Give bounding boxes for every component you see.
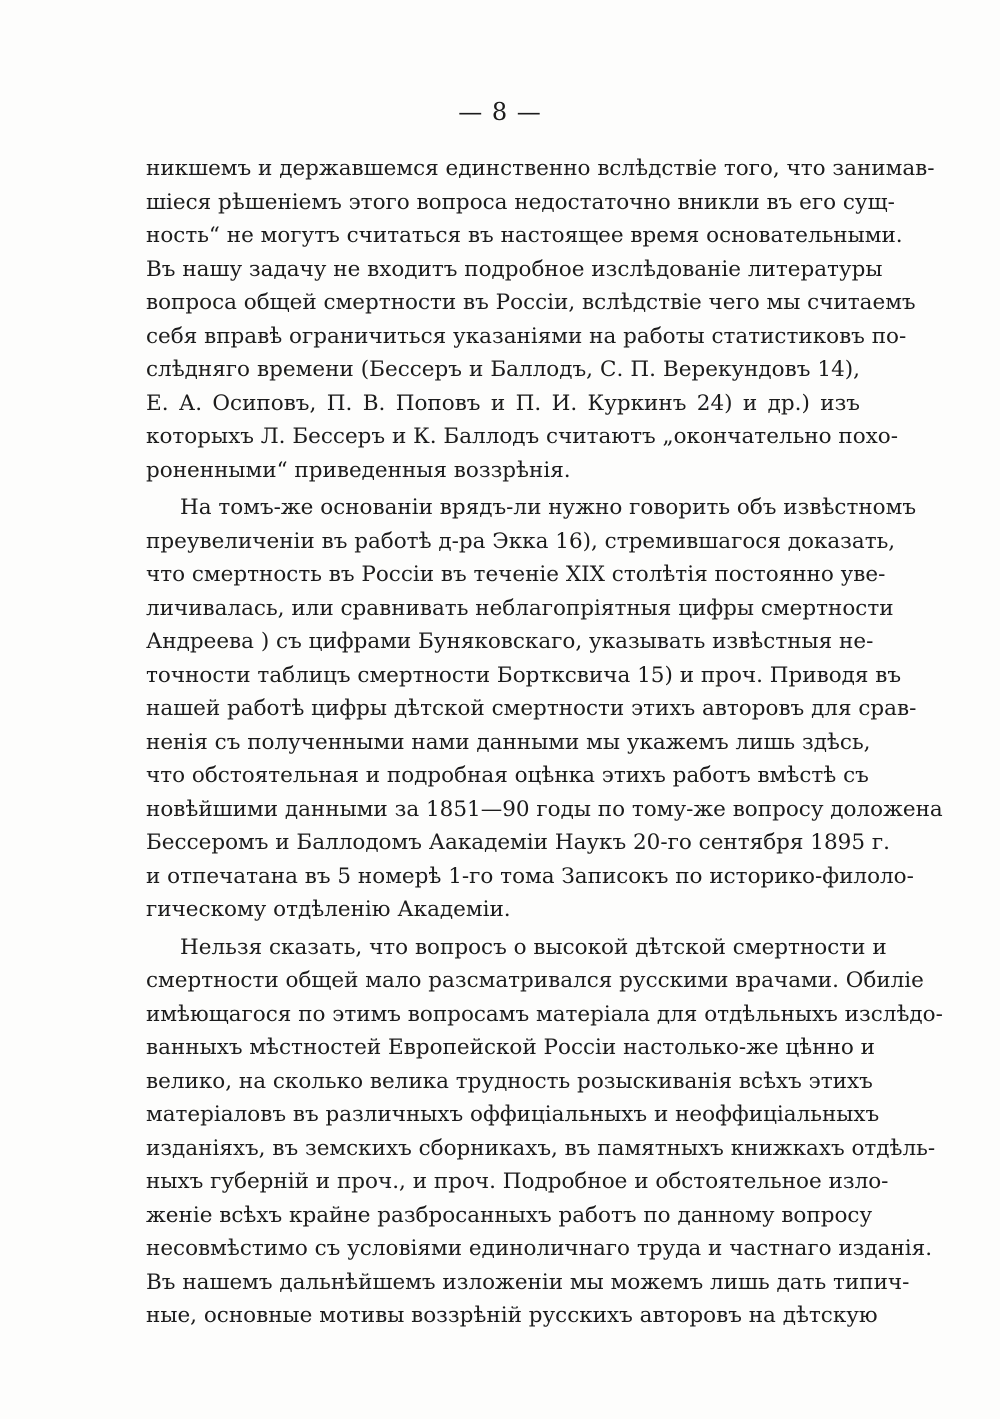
paragraph	[146, 152, 935, 487]
paragraph	[146, 491, 943, 927]
text-line: женіе всѣхъ крайне разбросанныхъ работъ по данному вопросу	[146, 1202, 873, 1228]
page-body	[146, 152, 943, 1333]
text-line: Въ нашемъ дальнѣйшемъ изложеніи мы можемъ лишь дать типич-	[146, 1269, 910, 1295]
text-line: никшемъ и державшемся единственно вслѣдствіе того, что занимав-	[146, 156, 935, 181]
text-line: ванныхъ мѣстностей Европейской Россіи настолько-же цѣнно и	[146, 1035, 875, 1060]
text-line: матеріаловъ въ различныхъ оффиціальныхъ и неоффиціальныхъ	[146, 1102, 880, 1127]
text-line: гическому отдѣленію Академіи.	[146, 897, 511, 922]
text-line: преувеличеніи въ работѣ д-ра Экка 16), стремившагося доказать,	[146, 528, 896, 554]
text-line: изданіяхъ, въ земскихъ сборникахъ, въ памятныхъ книжкахъ отдѣль-	[146, 1135, 936, 1161]
text-line: велико, на сколько велика трудность розыскиванія всѣхъ этихъ	[146, 1068, 873, 1094]
text-line: что обстоятельная и подробная оцѣнка этихъ работъ вмѣстѣ съ	[146, 763, 869, 788]
text-line: смертности общей мало разсматривался русскими врачами. Обиліе	[146, 968, 924, 993]
text-line: и отпечатана въ 5 номерѣ 1-го тома Записокъ по историко-филоло-	[146, 863, 914, 889]
text-line: Въ нашу задачу не входитъ подробное изслѣдованіе литературы	[146, 256, 883, 282]
text-line: ныхъ губерній и проч., и проч. Подробное и обстоятельное изло-	[146, 1169, 889, 1194]
paragraph	[146, 931, 943, 1333]
text-line: ненія съ полученными нами данными мы укажемъ лишь здѣсь,	[146, 729, 871, 755]
text-line: На томъ-же основаніи врядъ-ли нужно говорить объ извѣстномъ	[180, 495, 917, 520]
text-line: которыхъ Л. Бессеръ и К. Баллодъ считаютъ „окончательно похо-	[146, 424, 898, 449]
text-line: роненными“ приведенныя воззрѣнія.	[146, 457, 571, 483]
text-line: шіеся рѣшеніемъ этого вопроса недостаточно вникли въ его сущ-	[146, 189, 895, 215]
text-line: вопроса общей смертности въ Россіи, вслѣдствіе чего мы считаемъ	[146, 290, 916, 315]
text-line: точности таблицъ смертности Бортксвича 15) и проч. Приводя въ	[146, 662, 902, 688]
text-line: слѣдняго времени (Бессеръ и Баллодъ, С. П. Верекундовъ 14),	[146, 357, 860, 382]
text-line: новѣйшими данными за 1851—90 годы по тому-же вопросу доложена	[146, 796, 943, 822]
text-line: несовмѣстимо съ условіями единоличнаго труда и частнаго изданія.	[146, 1236, 933, 1261]
text-line: что смертность въ Россіи въ теченіе XIX столѣтія постоянно уве-	[146, 562, 886, 587]
text-line: имѣющагося по этимъ вопросамъ матеріала для отдѣльныхъ изслѣдо-	[146, 1001, 943, 1027]
text-line: ность“ не могутъ считаться въ настоящее время основательными.	[146, 223, 903, 248]
text-line: Андреева ) съ цифрами Буняковскаго, указывать извѣстныя не-	[146, 629, 874, 654]
text-line: ные, основные мотивы воззрѣній русскихъ авторовъ на дѣтскую	[146, 1303, 878, 1328]
text-line: Бессеромъ и Баллодомъ Аакадеміи Наукъ 20-го сентября 1895 г.	[146, 830, 890, 855]
text-line: нашей работѣ цифры дѣтской смертности этихъ авторовъ для срав-	[146, 696, 917, 721]
text-line: себя вправѣ ограничиться указаніями на работы статистиковъ по-	[146, 323, 907, 349]
text-line: личивалась, или сравнивать неблагопріятныя цифры смертности	[146, 595, 894, 621]
text-line: Е. А. Осиповъ, П. В. Поповъ и П. И. Куркинъ 24) и др.) изъ	[146, 390, 860, 416]
page-number: — 8 —	[458, 98, 542, 126]
text-line: Нельзя сказать, что вопросъ о высокой дѣтской смертности и	[180, 934, 887, 960]
